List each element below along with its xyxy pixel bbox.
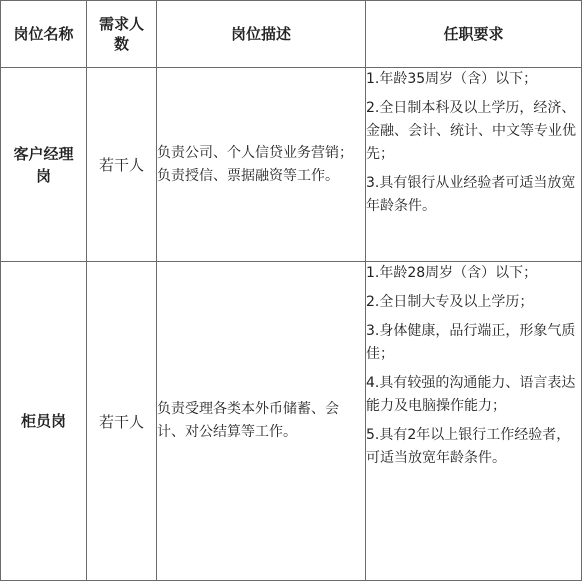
- header-requirements: 任职要求: [366, 1, 582, 68]
- header-position-name: 岗位名称: [1, 1, 87, 68]
- job-requirements: [366, 68, 582, 262]
- position-name: [1, 68, 87, 262]
- job-description: 负责受理各类本外币储蓄、会计、对公结算等工作。: [157, 262, 366, 581]
- position-name: 柜员岗: [1, 262, 87, 581]
- job-requirements: [366, 262, 582, 581]
- table-header-row: [1, 1, 582, 68]
- job-description: 负责公司、个人信贷业务营销；负责授信、票据融资等工作。: [157, 68, 366, 262]
- requirement-item: 1.年龄35周岁（含）以下；: [366, 71, 538, 87]
- header-description: 岗位描述: [157, 1, 366, 68]
- table-row: [1, 262, 582, 581]
- headcount: 若干人: [87, 68, 157, 262]
- position-name-label: 客户经理岗: [13, 144, 74, 185]
- requirement-item: 1.年龄28周岁（含）以下；: [366, 265, 538, 281]
- header-headcount: [87, 1, 157, 68]
- requirement-item: 2.全日制大专及以上学历；: [366, 294, 534, 310]
- requirement-item: 2.全日制本科及以上学历，经济、金融、会计、统计、中文等专业优先；: [366, 100, 576, 162]
- headcount: 若干人: [87, 262, 157, 581]
- requirement-item: 5.具有2年以上银行工作经验者，可适当放宽年龄条件。: [366, 427, 571, 466]
- requirement-item: 4.具有较强的沟通能力、语言表达能力及电脑操作能力；: [366, 375, 576, 414]
- table-row: [1, 68, 582, 262]
- header-headcount-label: 需求人数: [98, 15, 144, 53]
- requirement-item: 3.具有银行从业经验者可适当放宽年龄条件。: [366, 175, 576, 214]
- requirement-item: 3.身体健康，品行端正，形象气质佳；: [366, 323, 576, 362]
